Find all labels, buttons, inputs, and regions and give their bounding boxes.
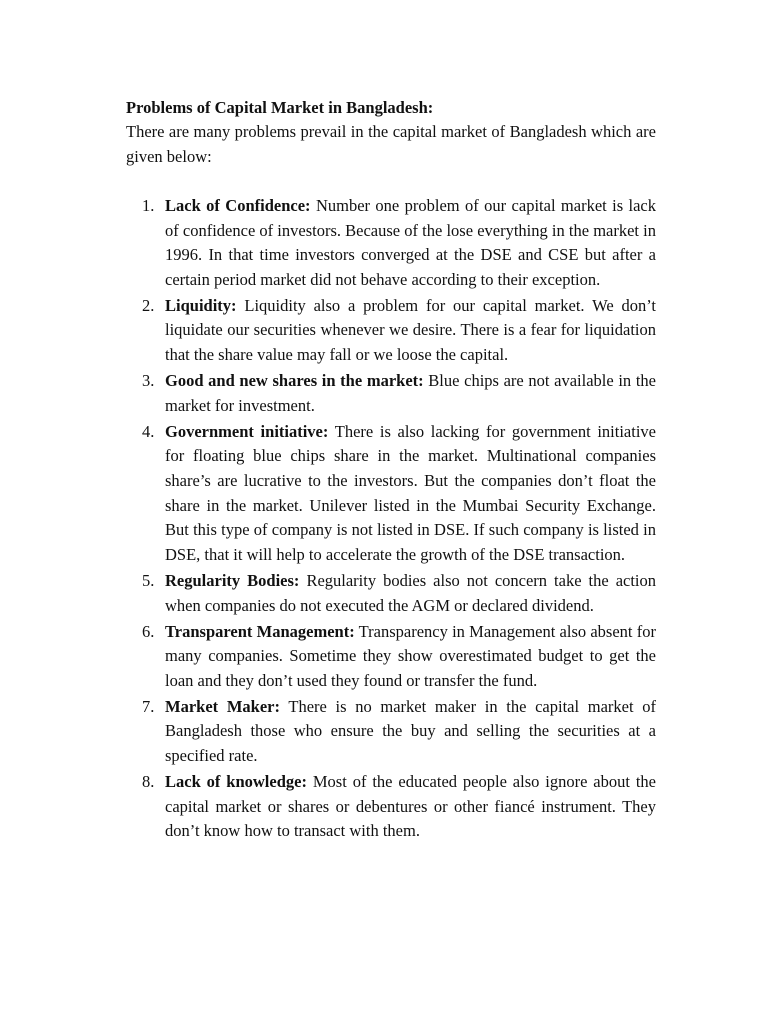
item-number: 5.	[142, 570, 155, 590]
item-body: Regularity bodies also not concern take the action when companies do not executed the AGM or declared dividend.	[165, 570, 657, 615]
item-number: 6.	[142, 621, 155, 641]
item-heading: Lack of Confidence:	[165, 196, 311, 215]
list-item	[126, 770, 656, 844]
item-heading: Government initiative:	[165, 421, 329, 441]
list-item	[126, 294, 656, 368]
item-heading: Liquidity:	[165, 295, 237, 315]
item-body: Transparency in Management also absent for many companies. Sometime they show overestimated budget to get the loan and they don’t used they found or transfer the fund.	[165, 621, 656, 690]
item-heading: Market Maker:	[165, 696, 280, 716]
item-heading: Regularity Bodies:	[165, 570, 300, 590]
list-item	[126, 194, 656, 292]
item-body: Most of the educated people also ignore about the capital market or shares or debentures or other fiancé instrument. They don’t know how to transact with them.	[165, 772, 657, 841]
item-number: 8.	[142, 772, 155, 792]
item-body: There is also lacking for government initiative for floating blue chips share in the market. Multinational companies share’s are lucrative to the investors. But the companies don’t float the share in the market. Unilever listed in the Mumbai Security Exchange. But this type of company is not listed in DSE. If such company is listed in DSE, that it will help to accelerate the growth of the DSE transaction.	[165, 421, 656, 564]
list-item	[126, 620, 656, 694]
item-body: Blue chips are not available in the market for investment.	[165, 371, 656, 415]
list-item	[126, 369, 656, 418]
document-page	[126, 96, 656, 845]
item-heading: Transparent Management:	[165, 621, 355, 641]
item-number: 1.	[142, 196, 155, 215]
item-number: 4.	[142, 421, 155, 441]
item-body: Number one problem of our capital market is lack of confidence of investors. Because of the lose everything in the market in 1996. In that time investors converged at the DSE and CSE but after a certain period market did not behave according to their exception.	[165, 196, 657, 289]
problem-list	[126, 194, 656, 844]
item-number: 2.	[142, 295, 155, 315]
item-body: Liquidity also a problem for our capital market. We don’t liquidate our securities whenever we desire. There is a fear for liquidation that the share value may fall or we loose the capital.	[165, 295, 656, 365]
list-item	[126, 420, 656, 568]
item-body: There is no market maker in the capital market of Bangladesh those who ensure the buy and selling the securities at a specified rate.	[165, 696, 656, 766]
item-heading: Good and new shares in the market:	[165, 371, 424, 391]
list-item	[126, 569, 656, 618]
intro-paragraph: There are many problems prevail in the capital market of Bangladesh which are given below:	[126, 122, 656, 166]
item-heading: Lack of knowledge:	[165, 772, 307, 792]
item-number: 3.	[142, 371, 155, 391]
document-title: Problems of Capital Market in Bangladesh:	[126, 98, 434, 117]
item-number: 7.	[142, 696, 155, 716]
list-item	[126, 695, 656, 769]
